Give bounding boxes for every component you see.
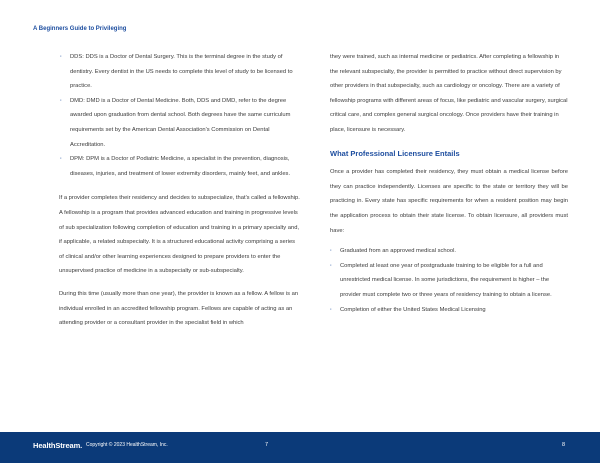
copyright: Copyright © 2023 HealthStream, Inc. xyxy=(86,442,168,448)
running-title: A Beginners Guide to Privileging xyxy=(33,26,127,32)
list-item: · Completion of either the United States Medical Licensing xyxy=(330,303,568,318)
paragraph: Once a provider has completed their residency, they must obtain a medical license before they can practice independently. Licenses are specific to the state or territory they will be practicing in. Every state has specific requirements for when a resident position may begin the application process to obtain their state license. To obtain licensure, all providers must have: xyxy=(330,169,568,234)
list-item: · DMD: DMD is a Doctor of Dental Medicine. Both, DDS and DMD, refer to the degree awarded upon graduation from dental school. Both degrees have the same curriculum requirements set by the American Dental Association's Commission on Dental Accreditation. xyxy=(60,94,300,152)
paragraph: they were trained, such as internal medicine or pediatrics. After completing a fellowship in the relevant subspecialty, the provider is permitted to practice without direct supervision by other providers in that subspecialty, such as cardiology or oncology. There are a variety of fellowship programs with different areas of focus, like pediatric and vascular surgery, surgical critical care, and complex general surgical oncology. Once providers have their training in place, licensure is necessary. xyxy=(330,54,568,133)
footer-bar xyxy=(0,432,600,463)
right-column xyxy=(330,50,568,317)
list-item: · DDS: DDS is a Doctor of Dental Surgery. This is the terminal degree in the study of dentistry. Every dentist in the US needs to complete this level of study to be licensed to practice. xyxy=(60,50,300,94)
list-item: · Graduated from an approved medical school. xyxy=(330,244,568,259)
degree-list xyxy=(62,50,300,181)
page-number-left: 7 xyxy=(265,442,269,448)
healthstream-logo: HealthStream. xyxy=(33,441,83,450)
left-column xyxy=(59,50,300,331)
paragraph: During this time (usually more than one year), the provider is known as a fellow. A fellow is an individual enrolled in an accredited fellowship program. Fellows are capable of acting as an attending provider or a consultant provider in the specialist field in which xyxy=(59,290,299,327)
requirements-list xyxy=(330,244,568,317)
list-item: · DPM: DPM is a Doctor of Podiatric Medicine, a specialist in the prevention, diagnosis, diseases, injuries, and treatment of lower extremity disorders, mainly feet, and ankles. xyxy=(60,152,300,181)
paragraph: If a provider completes their residency and decides to subspecialize, that's called a fellowship. A fellowship is a program that provides advanced education and training in progressive levels of sub specialization following completion of education and training in a primary specialty and, if applicable, a related subspecialty. It is a structured educational activity comprising a series of clinical and/or other learning experiences designed to prepare providers to enter the unsupervised practice of medicine in a subspecialty or sub-subspecialty. xyxy=(59,195,300,275)
section-heading: What Professional Licensure Entails xyxy=(330,148,460,158)
page-number-right: 8 xyxy=(562,442,566,448)
list-item: · Completed at least one year of postgraduate training to be eligible for a full and unrestricted medical license. In some jurisdictions, the requirement is higher – the provider must complete two or three years of residency training to obtain a license. xyxy=(330,259,568,303)
